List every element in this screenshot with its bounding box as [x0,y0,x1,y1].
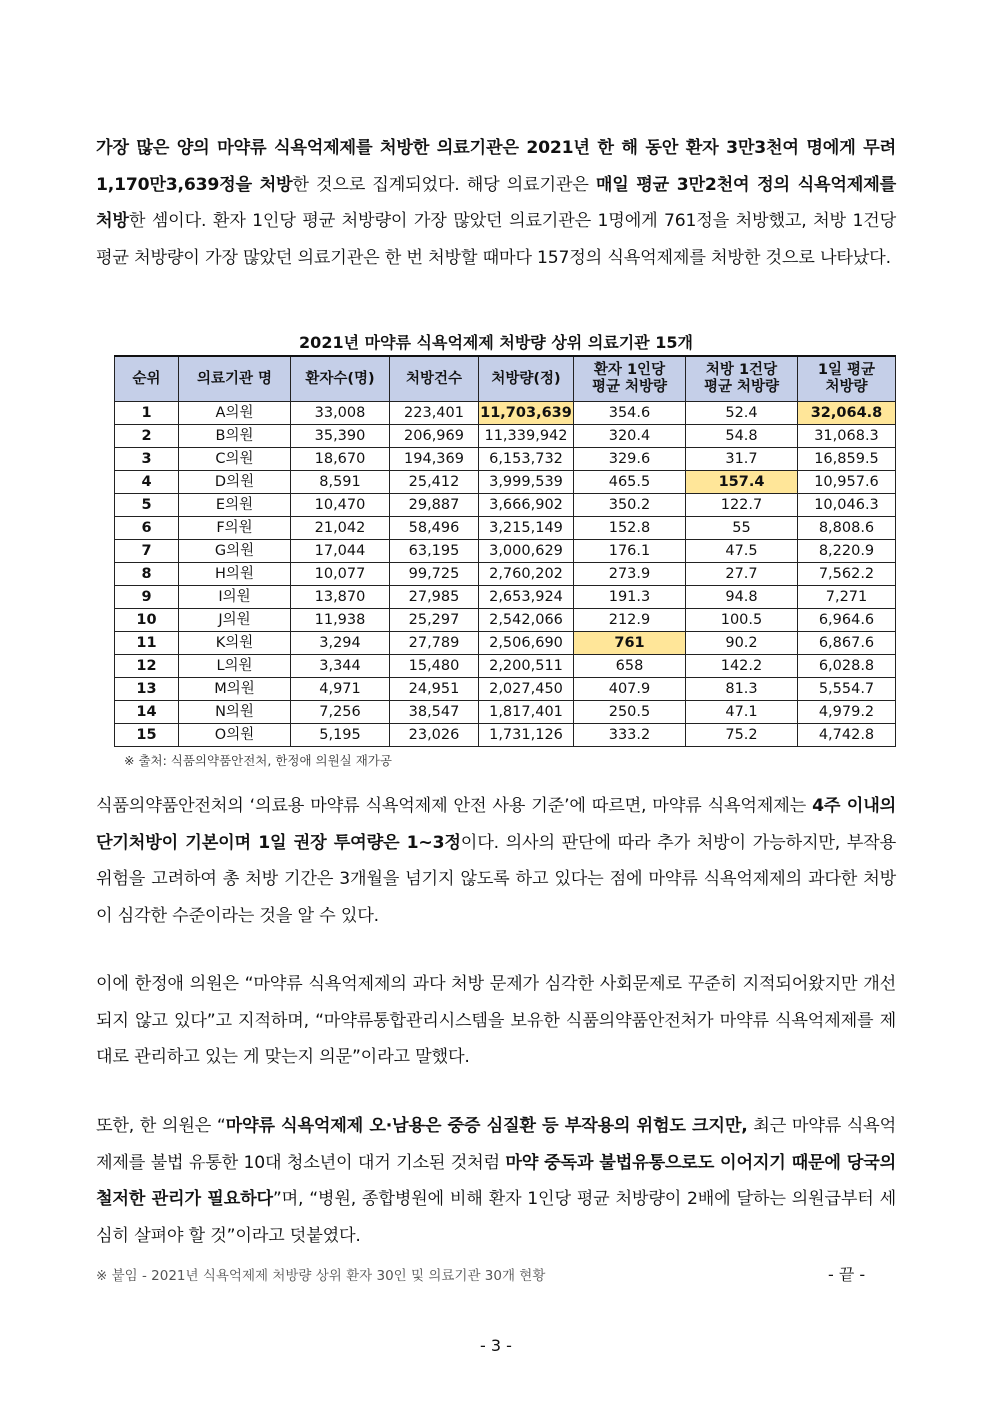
table-cell: 2,760,202 [479,563,574,586]
table-cell: L의원 [179,655,291,678]
table-cell: 3,000,629 [479,540,574,563]
table-cell: 658 [574,655,686,678]
table-cell: 35,390 [291,425,390,448]
table-cell: 25,412 [390,471,479,494]
rank-cell: 6 [115,517,179,540]
table-cell: D의원 [179,471,291,494]
table-cell: 5,554.7 [798,678,896,701]
table-cell: 4,979.2 [798,701,896,724]
rank-cell: 14 [115,701,179,724]
table-cell: 99,725 [390,563,479,586]
rank-cell: 12 [115,655,179,678]
table-cell: N의원 [179,701,291,724]
table-cell: 21,042 [291,517,390,540]
table-cell: 2,653,924 [479,586,574,609]
rank-cell: 2 [115,425,179,448]
table-cell: 6,153,732 [479,448,574,471]
table-row [115,655,896,678]
table-cell: 81.3 [686,678,798,701]
table-cell: 142.2 [686,655,798,678]
rank-cell: 11 [115,632,179,655]
table-cell: 3,294 [291,632,390,655]
table-cell: 3,344 [291,655,390,678]
table-row [115,609,896,632]
table-cell: B의원 [179,425,291,448]
table-body [115,402,896,747]
prescription-table [114,355,896,747]
table-cell: 191.3 [574,586,686,609]
table-cell: 3,999,539 [479,471,574,494]
table-cell: J의원 [179,609,291,632]
table-row [115,586,896,609]
table-cell: 4,971 [291,678,390,701]
table-cell: 5,195 [291,724,390,747]
table-cell: 8,220.9 [798,540,896,563]
table-cell: 8,808.6 [798,517,896,540]
text-run: 한 것으로 집계되었다. 해당 의료기관은 [292,174,596,195]
table-cell: 2,200,511 [479,655,574,678]
page-number: - 3 - [480,1336,512,1355]
table-row [115,448,896,471]
table-cell: 3,215,149 [479,517,574,540]
table-cell: 4,742.8 [798,724,896,747]
table-cell: 250.5 [574,701,686,724]
paragraph-2 [96,788,896,934]
table-cell: 11,703,639 [479,402,574,425]
table-cell: 2,506,690 [479,632,574,655]
table-source-note: ※ 출처: 식품의약품안전처, 한정애 의원실 재가공 [124,753,392,768]
table-cell: 10,957.6 [798,471,896,494]
table-header-row [115,356,896,402]
header-cell: 처방건수 [390,356,479,402]
table-cell: 10,470 [291,494,390,517]
table-cell: 465.5 [574,471,686,494]
table-row [115,724,896,747]
table-cell: 329.6 [574,448,686,471]
table-cell: 152.8 [574,517,686,540]
table-cell: 32,064.8 [798,402,896,425]
rank-cell: 8 [115,563,179,586]
rank-cell: 7 [115,540,179,563]
table-cell: 75.2 [686,724,798,747]
table-cell: 63,195 [390,540,479,563]
table-cell: 212.9 [574,609,686,632]
end-mark: - 끝 - [828,1265,866,1284]
text-run: 가장 많은 양의 마약류 식욕억제제를 처방한 의료기관은 2021년 한 해 동안 환자 3만3천여 명에게 무려 1,170만3,639정을 처방 [96,138,896,195]
text-run: 마약 중독과 불법유통으로도 이어지기 때문에 당국의 철저한 관리가 필요하다 [96,1152,896,1209]
table-cell: 23,026 [390,724,479,747]
table-cell: 8,591 [291,471,390,494]
table-cell: 27,789 [390,632,479,655]
text-run: 마약류 식욕억제제 오·남용은 중증 심질환 등 부작용의 위험도 크지만, [225,1116,748,1136]
table-row [115,632,896,655]
table-cell: M의원 [179,678,291,701]
header-cell: 1일 평균 처방량 [798,356,896,402]
text-run: 매일 평균 3만2천여 정의 식욕억제제를 처방 [96,174,897,231]
table-cell: 1,817,401 [479,701,574,724]
header-cell: 순위 [115,356,179,402]
text-run: 또한, 한 의원은 “ [96,1116,226,1136]
table-cell: F의원 [179,517,291,540]
table-cell: 11,339,942 [479,425,574,448]
header-cell: 환자 1인당 평균 처방량 [574,356,686,402]
table-cell: 17,044 [291,540,390,563]
attachment-note: ※ 붙임 - 2021년 식욕억제제 처방량 상위 환자 30인 및 의료기관 30개 현황 [96,1268,546,1284]
table-row [115,425,896,448]
table-cell: C의원 [179,448,291,471]
table-cell: A의원 [179,402,291,425]
table-row [115,563,896,586]
rank-cell: 10 [115,609,179,632]
table-cell: 6,867.6 [798,632,896,655]
table-row [115,701,896,724]
table-cell: 176.1 [574,540,686,563]
text-run: 4주 이내의 단기처방이 기본이며 1일 권장 투여량은 1~3정 [96,796,897,853]
table-cell: 6,964.6 [798,609,896,632]
header-cell: 처방 1건당 평균 처방량 [686,356,798,402]
table-cell: 7,562.2 [798,563,896,586]
table-row [115,540,896,563]
text-run: 최근 마약류 식욕억제제를 불법 유통한 10대 청소년이 대거 기소된 것처럼 [96,1116,896,1173]
table-cell: 38,547 [390,701,479,724]
table-row [115,678,896,701]
rank-cell: 15 [115,724,179,747]
paragraph-3 [96,966,896,1076]
table-cell: 157.4 [686,471,798,494]
table-cell: 58,496 [390,517,479,540]
table-cell: 10,077 [291,563,390,586]
table-cell: 6,028.8 [798,655,896,678]
header-cell: 처방량(정) [479,356,574,402]
rank-cell: 3 [115,448,179,471]
table-cell: 54.8 [686,425,798,448]
table-cell: 47.1 [686,701,798,724]
rank-cell: 13 [115,678,179,701]
paragraph-1 [96,130,896,276]
header-cell: 의료기관 명 [179,356,291,402]
table-cell: 13,870 [291,586,390,609]
table-cell: 350.2 [574,494,686,517]
table-cell: 354.6 [574,402,686,425]
table-cell: 194,369 [390,448,479,471]
table-cell: K의원 [179,632,291,655]
text-run: 한 셈이다. 환자 1인당 평균 처방량이 가장 많았던 의료기관은 1명에게 761정을 처방했고, 처방 1건당 평균 처방량이 가장 많았던 의료기관은 한 번 처방할 때마다 157정의 식욕억제제를 처방한 것으로 나타났다. [96,211,896,268]
table-cell: 27,985 [390,586,479,609]
table-cell: 25,297 [390,609,479,632]
table-cell: 407.9 [574,678,686,701]
table-cell: 273.9 [574,563,686,586]
table-cell: 90.2 [686,632,798,655]
table-cell: 206,969 [390,425,479,448]
table-cell: 11,938 [291,609,390,632]
table-cell: E의원 [179,494,291,517]
table-row [115,471,896,494]
table-row [115,517,896,540]
table-cell: 320.4 [574,425,686,448]
table-row [115,494,896,517]
table-cell: 27.7 [686,563,798,586]
table-cell: 52.4 [686,402,798,425]
table-cell: 55 [686,517,798,540]
table-cell: 31,068.3 [798,425,896,448]
table-cell: 47.5 [686,540,798,563]
text-run: 식품의약품안전처의 ‘의료용 마약류 식욕억제제 안전 사용 기준’에 따르면, 마약류 식욕억제제는 [96,796,813,816]
table-cell: 7,271 [798,586,896,609]
table-cell: 122.7 [686,494,798,517]
table-cell: I의원 [179,586,291,609]
table-cell: 31.7 [686,448,798,471]
table-cell: 333.2 [574,724,686,747]
table-cell: O의원 [179,724,291,747]
table-cell: 33,008 [291,402,390,425]
table-cell: H의원 [179,563,291,586]
header-cell: 환자수(명) [291,356,390,402]
table-cell: 29,887 [390,494,479,517]
table-cell: 3,666,902 [479,494,574,517]
rank-cell: 9 [115,586,179,609]
rank-cell: 1 [115,402,179,425]
table-cell: 1,731,126 [479,724,574,747]
table-cell: 18,670 [291,448,390,471]
table-cell: 10,046.3 [798,494,896,517]
rank-cell: 5 [115,494,179,517]
text-run: ”며, “병원, 종합병원에 비해 환자 1인당 평균 처방량이 2배에 달하는 의원급부터 세심히 살펴야 할 것”이라고 덧붙였다. [96,1189,896,1246]
rank-cell: 4 [115,471,179,494]
table-cell: 16,859.5 [798,448,896,471]
text-run: 이에 한정애 의원은 “마약류 식욕억제제의 과다 처방 문제가 심각한 사회문제로 꾸준히 지적되어왔지만 개선되지 않고 있다”고 지적하며, “마약류통합관리시스템을 보유한 식품의약품안전처가 마약류 식욕억제제를 제대로 관리하고 있는 게 맞는지 의문”이라고 말했다. [96,974,896,1067]
table-cell: 223,401 [390,402,479,425]
table-cell: 761 [574,632,686,655]
table-cell: 2,027,450 [479,678,574,701]
table-cell: 100.5 [686,609,798,632]
paragraph-4 [96,1108,896,1254]
table-row [115,402,896,425]
table-cell: 24,951 [390,678,479,701]
table-cell: G의원 [179,540,291,563]
table-title: 2021년 마약류 식욕억제제 처방량 상위 의료기관 15개 [299,333,693,352]
table-cell: 7,256 [291,701,390,724]
table-cell: 2,542,066 [479,609,574,632]
text-run: 이다. 의사의 판단에 따라 추가 처방이 가능하지만, 부작용 위험을 고려하여 총 처방 기간은 3개월을 넘기지 않도록 하고 있다는 점에 마약류 식욕억제제의 과다한 처방이 심각한 수준이라는 것을 알 수 있다. [96,832,896,926]
table-cell: 94.8 [686,586,798,609]
table-cell: 15,480 [390,655,479,678]
